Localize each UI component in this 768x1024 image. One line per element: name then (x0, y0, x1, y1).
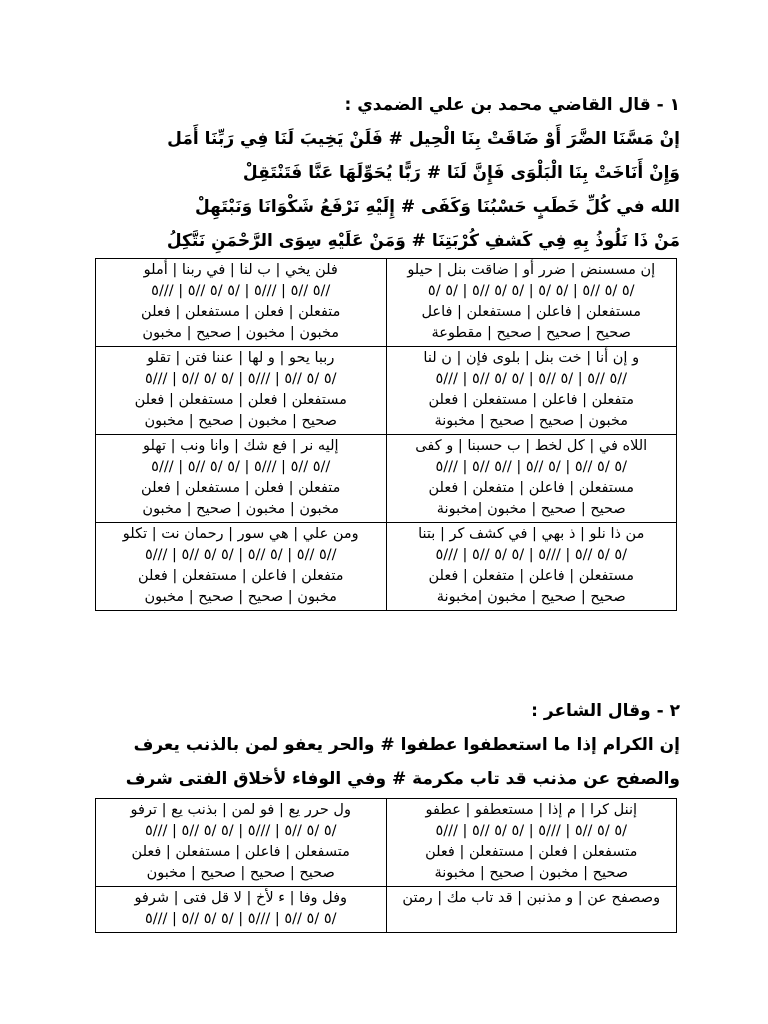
cell-line: مخبون | مخبون | صحيح | مخبون (142, 325, 340, 341)
cell-line: متسفعلن | فعلن | مستفعلن | فعلن (425, 844, 638, 860)
cell-line: صحيح | صحيح | مخبون |مخبونة (436, 589, 626, 605)
verse-line: وَإِنْ أَنَاخَتْ بِنَا الْبَلْوَى فَإِنَّ لَنَا # رَبًّا يُحَوِّلَهَا عَنَّا فَتَنْتَقِلْ (242, 163, 680, 183)
prosody-table-2 (95, 798, 677, 933)
cell-line: /٥ /٥ //٥ | ///٥ | /٥ /٥ //٥ | ///٥ (144, 371, 337, 387)
cell-line: ومن علي | هي سور | رحمان نت | تكلو (122, 526, 359, 542)
table-row (96, 523, 677, 611)
scansion-cell-first-hemistich (386, 435, 677, 523)
cell-line: رببا يحو | و لها | عننا فتن | تقلو (147, 350, 335, 366)
cell-line: متفعلن | فعلن | مستفعلن | فعلن (141, 304, 341, 320)
cell-line: من ذا نلو | ذ بهي | في كشف كر | بتنا (418, 526, 645, 542)
table-row (96, 887, 677, 933)
cell-line: /٥ /٥ //٥ | ///٥ | /٥ /٥ //٥ | ///٥ (144, 823, 337, 839)
scansion-cell-second-hemistich (96, 799, 387, 887)
cell-line: مخبون | صحيح | صحيح | مخبون (144, 589, 337, 605)
cell-line: مخبون | صحيح | صحيح | مخبونة (434, 413, 629, 429)
section-2 (88, 694, 680, 796)
scansion-cell-second-hemistich (96, 435, 387, 523)
table-row (96, 799, 677, 887)
scansion-cell-second-hemistich (96, 347, 387, 435)
cell-line: مستفعلن | فعلن | مستفعلن | فعلن (134, 392, 347, 408)
cell-line: ول حرر يع | فو لمن | بذنب يع | ترفو (130, 802, 351, 818)
cell-line: /٥ /٥ //٥ | /٥ //٥ | //٥ //٥ | ///٥ (435, 459, 628, 475)
scansion-cell-first-hemistich (386, 259, 677, 347)
cell-line: فلن يخي | ب لنا | في ربنا | أملو (143, 262, 338, 278)
table-row (96, 435, 677, 523)
cell-line: إن مسسنض | ضرر أو | ضاقت بنل | حيلو (407, 262, 656, 278)
cell-line: متفعلن | فاعلن | مستفعلن | فعلن (428, 392, 634, 408)
table-row (96, 347, 677, 435)
scansion-cell-second-hemistich (96, 887, 387, 933)
cell-line: إليه نر | فع شك | وانا ونب | تهلو (142, 438, 339, 454)
cell-line: //٥ //٥ | /٥ //٥ | /٥ /٥ //٥ | ///٥ (435, 371, 628, 387)
verse-line: مَنْ ذَا نَلُوذُ بِهِ فِي كَشفِ كُرْبَتِنَا # وَمَنْ عَلَيْهِ سِوَى الرَّحْمَنِ نَتَّكِلُ (166, 231, 680, 251)
cell-line: مستفعلن | فاعلن | متفعلن | فعلن (428, 480, 634, 496)
cell-line: //٥ //٥ | /٥ //٥ | /٥ /٥ //٥ | ///٥ (144, 547, 337, 563)
scansion-cell-second-hemistich (96, 259, 387, 347)
verse-line: الله في كُلِّ خَطَبٍ حَسْبُنَا وَكَفَى # إِلَيْهِ نَرْفَعُ شَكْوَانَا وَنَبْتَهِلْ (194, 197, 680, 217)
cell-line: اللاه في | كل لخط | ب حسبنا | و كفى (415, 438, 648, 454)
cell-line: و إن أنا | خت بنل | بلوى فإن | ن لنا (423, 350, 640, 366)
scansion-cell-first-hemistich (386, 887, 677, 933)
verse-line: إن الكرام إذا ما استعطفوا عطفوا # والحر يعفو لمن بالذنب يعرف (133, 735, 680, 755)
cell-line: إننل كرا | م إذا | مستعطفو | عطفو (425, 802, 638, 818)
section-2-heading: ٢ - وقال الشاعر : (531, 701, 680, 721)
cell-line: صحيح | مخبون | صحيح | مخبون (144, 413, 337, 429)
cell-line: متفعلن | فعلن | مستفعلن | فعلن (141, 480, 341, 496)
prosody-table-1 (95, 258, 677, 611)
cell-line: /٥ /٥ //٥ | ///٥ | /٥ /٥ //٥ | ///٥ (144, 911, 337, 927)
cell-line: صحيح | صحيح | صحيح | مخبون (146, 865, 335, 881)
cell-line: //٥ //٥ | ///٥ | /٥ /٥ //٥ | ///٥ (151, 283, 331, 299)
cell-line: //٥ //٥ | ///٥ | /٥ /٥ //٥ | ///٥ (151, 459, 331, 475)
cell-line: /٥ /٥ //٥ | /٥ /٥ | /٥ /٥ //٥ | /٥ /٥ (427, 283, 635, 299)
table-row (96, 259, 677, 347)
cell-line: وصصفح عن | و مذنبن | قد تاب مك | رمتن (402, 890, 661, 906)
cell-line: صحيح | صحيح | مخبون |مخبونة (436, 501, 626, 517)
scansion-cell-second-hemistich (96, 523, 387, 611)
verse-line: والصفح عن مذنب قد تاب مكرمة # وفي الوفاء لأخلاق الفتى شرف (125, 769, 680, 789)
section-1 (88, 88, 680, 258)
cell-line: متفعلن | فاعلن | مستفعلن | فعلن (138, 568, 344, 584)
cell-line: مخبون | مخبون | صحيح | مخبون (142, 501, 340, 517)
scansion-cell-first-hemistich (386, 799, 677, 887)
cell-line: صحيح | مخبون | صحيح | مخبونة (434, 865, 629, 881)
section-1-heading: ١ - قال القاضي محمد بن علي الضمدي : (344, 95, 680, 115)
cell-line: مستفعلن | فاعلن | متفعلن | فعلن (428, 568, 634, 584)
verse-line: إنْ مَسَّنَا الضَّرَ أَوْ ضَاقَتْ بِنَا الْحِيل # فَلَنْ يَخِيبَ لَنَا فِي رَبِّنَا أَمَل (167, 129, 680, 149)
cell-line: /٥ /٥ //٥ | ///٥ | /٥ /٥ //٥ | ///٥ (435, 547, 628, 563)
cell-line: صحيح | صحيح | صحيح | مقطوعة (431, 325, 631, 341)
scansion-cell-first-hemistich (386, 523, 677, 611)
cell-line: وفل وفا | ء لأخ | لا قل فتى | شرفو (134, 890, 348, 906)
scansion-cell-first-hemistich (386, 347, 677, 435)
cell-line: مستفعلن | فاعلن | مستفعلن | فاعل (421, 304, 642, 320)
cell-line: /٥ /٥ //٥ | ///٥ | /٥ /٥ //٥ | ///٥ (435, 823, 628, 839)
cell-line: متسفعلن | فاعلن | مستفعلن | فعلن (131, 844, 350, 860)
